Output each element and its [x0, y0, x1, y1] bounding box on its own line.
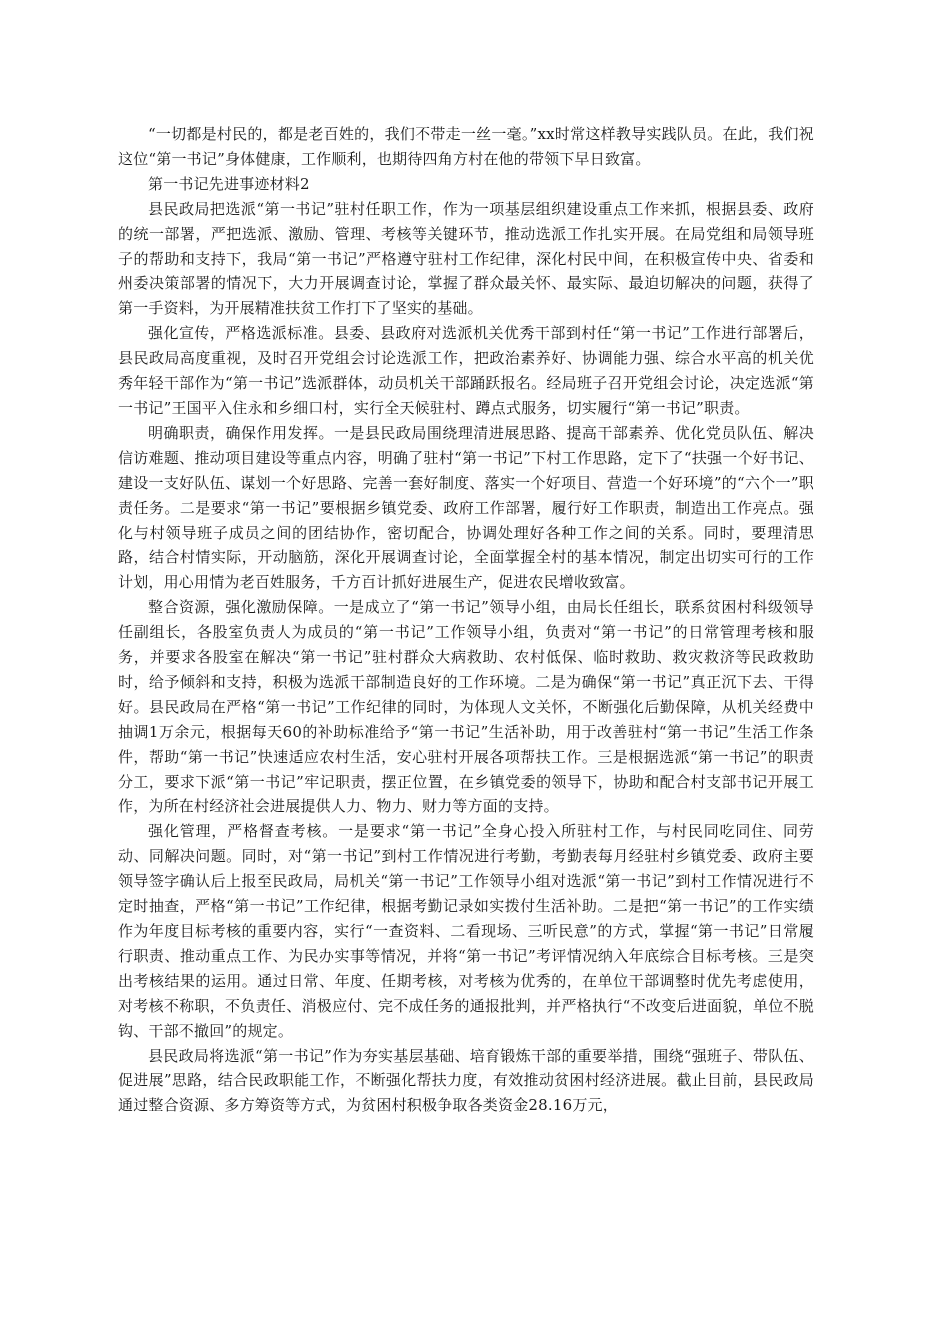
section-title: 第一书记先进事迹材料2: [148, 174, 310, 193]
body-paragraph: “一切都是村民的，都是老百姓的，我们不带走一丝一毫。”xx时常这样教导实践队员。在此，我们祝这位“第一书记”身体健康，工作顺利，也期待四角方村在他的带领下早日致富。: [118, 125, 814, 168]
body-paragraph: 整合资源，强化激励保障。一是成立了“第一书记”领导小组，由局长任组长，联系贫困村科级领导任副组长，各股室负责人为成员的“第一书记”工作领导小组，负责对“第一书记”的日常管理考核和服务，并要求各股室在解决“第一书记”驻村群众大病救助、农村低保、临时救助、救灾救济等民政救助时，给予倾斜和支持，积极为选派干部制造良好的工作环境。二是为确保“第一书记”真正沉下去、干得好。县民政局在严格“第一书记”工作纪律的同时，为体现人文关怀，不断强化后勤保障，从机关经费中抽调1万余元，根据每天60的补助标准给予“第一书记”生活补助，用于改善驻村“第一书记”生活工作条件，帮助“第一书记”快速适应农村生活，安心驻村开展各项帮扶工作。三是根据选派“第一书记”的职责分工，要求下派“第一书记”牢记职责，摆正位置，在乡镇党委的领导下，协助和配合村支部书记开展工作，为所在村经济社会进展提供人力、物力、财力等方面的支持。: [118, 598, 814, 816]
document-page: [118, 122, 814, 1118]
body-paragraph: 明确职责，确保作用发挥。一是县民政局围绕理清进展思路、提高干部素养、优化党员队伍、解决信访难题、推动项目建设等重点内容，明确了驻村“第一书记”下村工作思路，定下了“扶强一个好书记、建设一支好队伍、谋划一个好思路、完善一套好制度、落实一个好项目、营造一个好环境”的“六个一”职责任务。二是要求“第一书记”要根据乡镇党委、政府工作部署，履行好工作职责，制造出工作亮点。强化与村领导班子成员之间的团结协作，密切配合，协调处理好各种工作之间的关系。同时，要理清思路，结合村情实际，开动脑筋，深化开展调查讨论，全面掌握全村的基本情况，制定出切实可行的工作计划，用心用情为老百姓服务，千方百计抓好进展生产，促进农民增收致富。: [118, 423, 814, 592]
body-paragraph: 县民政局将选派“第一书记”作为夯实基层基础、培育锻炼干部的重要举措，围绕“强班子、带队伍、促进展”思路，结合民政职能工作，不断强化帮扶力度，有效推动贫困村经济进展。截止目前，县民政局通过整合资源、多方筹资等方式，为贫困村积极争取各类资金28.16万元，: [118, 1046, 814, 1115]
body-paragraph: 县民政局把选派“第一书记”驻村任职工作，作为一项基层组织建设重点工作来抓，根据县委、政府的统一部署，严把选派、激励、管理、考核等关键环节，推动选派工作扎实开展。在局党组和局领导班子的帮助和支持下，我局“第一书记”严格遵守驻村工作纪律，深化村民中间，在积极宣传中央、省委和州委决策部署的情况下，大力开展调查讨论，掌握了群众最关怀、最实际、最迫切解决的问题，获得了第一手资料，为开展精准扶贫工作打下了坚实的基础。: [118, 199, 814, 318]
body-paragraph: 强化管理，严格督查考核。一是要求“第一书记”全身心投入所驻村工作，与村民同吃同住、同劳动、同解决问题。同时，对“第一书记”到村工作情况进行考勤，考勤表每月经驻村乡镇党委、政府主要领导签字确认后上报至民政局，局机关“第一书记”工作领导小组对选派“第一书记”到村工作情况进行不定时抽查，严格“第一书记”工作纪律，根据考勤记录如实拨付生活补助。二是把“第一书记”的工作实绩作为年度目标考核的重要内容，实行“一查资料、二看现场、三听民意”的方式，掌握“第一书记”日常履行职责、推动重点工作、为民办实事等情况，并将“第一书记”考评情况纳入年底综合目标考核。三是突出考核结果的运用。通过日常、年度、任期考核，对考核为优秀的，在单位干部调整时优先考虑使用，对考核不称职，不负责任、消极应付、完不成任务的通报批判，并严格执行“不改变后进面貌，单位不脱钩、干部不撤回”的规定。: [118, 822, 814, 1040]
body-paragraph: 强化宣传，严格选派标准。县委、县政府对选派机关优秀干部到村任“第一书记”工作进行部署后，县民政局高度重视，及时召开党组会讨论选派工作，把政治素养好、协调能力强、综合水平高的机关优秀年轻干部作为“第一书记”选派群体，动员机关干部踊跃报名。经局班子召开党组会讨论，决定选派“第一书记”王国平入住永和乡细口村，实行全天候驻村、蹲点式服务，切实履行“第一书记”职责。: [118, 324, 814, 417]
